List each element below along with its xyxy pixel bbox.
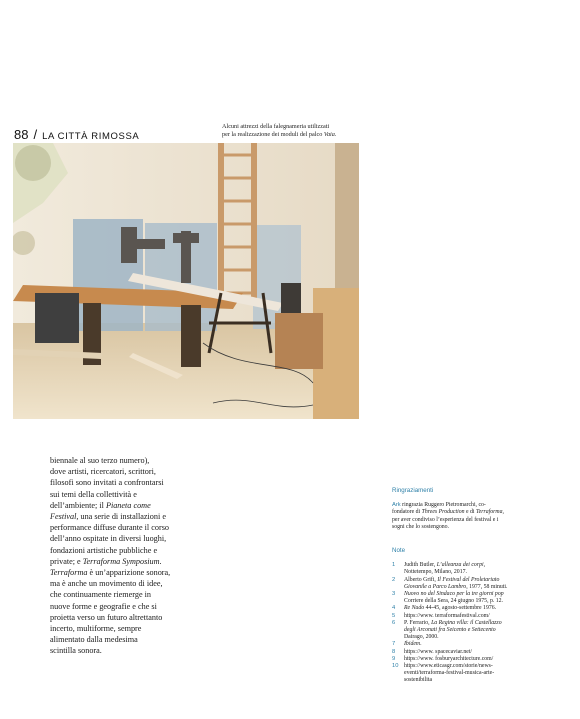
note-number: 2: [392, 576, 396, 583]
body-line: incerto, multiforme, sempre: [50, 624, 142, 634]
ack-text: e di: [464, 509, 476, 516]
caption-text: .: [334, 130, 337, 138]
body-line: biennale al suo terzo numero),: [50, 456, 150, 465]
note-text: [404, 591, 527, 605]
body-text: è un’apparizione sonora,: [87, 568, 171, 578]
note-item: [392, 641, 527, 648]
note-part: , 1977, 58 minuti.: [466, 583, 508, 590]
note-item: [392, 591, 527, 605]
note-number: 7: [392, 641, 396, 648]
note-text: [404, 620, 527, 642]
note-number: 3: [392, 591, 396, 598]
ack-emphasis: Terraforma: [475, 509, 503, 516]
caption-emphasis: Vaia: [323, 130, 335, 138]
note-item: [392, 562, 527, 576]
body-line: scintilla sonora.: [50, 646, 102, 656]
note-emphasis: Nuovo no del Sindaco per la tre giorni pop: [404, 591, 504, 598]
note-part: Judith Butler,: [404, 562, 437, 569]
note-link[interactable]: https://www. spacecaviar.net/: [404, 648, 473, 655]
note-part: https://www.eticasgr.com/storie/news-: [404, 663, 493, 670]
body-text: .: [159, 556, 162, 566]
notes-heading: Note: [392, 547, 406, 555]
caption-line-2: [222, 131, 362, 139]
body-line: [50, 500, 200, 511]
body-line: performance diffuse durante il corso: [50, 523, 169, 533]
body-line: dell’anno ospitate in diversi luoghi,: [50, 534, 167, 544]
body-line: ma è anche un movimento di idee,: [50, 579, 163, 589]
body-line: proietta verso un futuro altrettanto: [50, 612, 163, 622]
body-text: private; e: [50, 556, 83, 566]
workshop-photo: [13, 143, 359, 419]
body-line: nuove forme e geografie e che si: [50, 601, 157, 611]
body-line: [50, 567, 200, 578]
note-item: [392, 656, 527, 663]
ack-line: per aver condiviso l’esperienza del festival e i: [392, 516, 499, 523]
note-part: sostenibilita: [404, 677, 433, 684]
note-emphasis: La Regina villa: il Castellazzo: [431, 619, 502, 626]
note-number: 9: [392, 655, 396, 662]
note-text: [404, 562, 527, 576]
ack-emphasis: Threes Production: [421, 509, 465, 516]
body-line: alimentato dalla medesima: [50, 635, 138, 645]
sidebar-notes: [392, 487, 527, 685]
note-emphasis: Ibidem: [404, 641, 421, 648]
note-item: [392, 620, 527, 642]
note-number: 8: [392, 648, 396, 655]
acknowledgements-text: [392, 502, 527, 531]
page-number: 88: [14, 127, 29, 142]
note-link[interactable]: https://www. terraformafestival.com/: [404, 612, 490, 619]
note-part: ,: [483, 562, 486, 569]
running-header: [14, 127, 139, 142]
note-item: [392, 605, 527, 612]
note-part: eventi/terraforma-festival-musica-arte-: [404, 670, 495, 677]
note-number: 5: [392, 612, 396, 619]
note-number: 4: [392, 605, 396, 612]
note-number: 1: [392, 562, 396, 569]
note-item: [392, 649, 527, 656]
note-number: 6: [392, 619, 396, 626]
note-emphasis: Giovanile a Parco Lambro: [404, 583, 467, 590]
note-emphasis: L’alleanza dei corpi: [436, 562, 484, 569]
note-item: [392, 577, 527, 591]
body-text-column: [50, 455, 200, 657]
body-emphasis: Terraforma: [50, 568, 88, 578]
body-emphasis: Pianeta come: [105, 500, 151, 510]
body-emphasis: Festival: [50, 512, 77, 522]
body-line: sui temi della collettività e: [50, 489, 137, 499]
note-emphasis: degli Arconati fra Seicento e Settecento: [404, 627, 496, 634]
ack-text: fondatore di: [392, 509, 422, 516]
note-text: Ibidem.: [404, 641, 422, 648]
note-emphasis: Re Nudo: [404, 605, 425, 612]
ark-brand: Ark: [392, 502, 401, 509]
note-emphasis: Il Festival del Proletariato: [437, 576, 500, 583]
body-line: fondazioni artistiche pubbliche e: [50, 545, 158, 555]
ack-text: ringrazia Ruggero Pietromarchi, co-: [400, 502, 486, 509]
note-part: P. Ferrario,: [404, 619, 432, 626]
notes-list: [392, 562, 527, 684]
note-number: 10: [392, 663, 399, 670]
note-part: Alberto Grifi,: [404, 576, 438, 583]
body-emphasis: Terraforma Symposium: [82, 556, 160, 566]
caption-text: per la realizzazione dei moduli del palco: [222, 130, 324, 138]
acknowledgements-heading: Ringraziamenti: [392, 487, 434, 494]
note-part: 44-45, agosto-settembre 1976.: [424, 605, 497, 612]
note-link[interactable]: [404, 663, 527, 685]
body-line: [50, 556, 200, 567]
body-text: dell’ambiente; il: [50, 500, 106, 510]
note-item: [392, 613, 527, 620]
workshop-photo-illustration: [13, 143, 359, 419]
body-line: che continuamente riemerge in: [50, 590, 152, 600]
ack-text: ,: [502, 509, 504, 516]
note-text: [404, 577, 527, 591]
note-text: [404, 605, 527, 612]
body-line: filosofi sono invitati a confrontarsi: [50, 478, 164, 488]
body-line: dove artisti, ricercatori, scrittori,: [50, 467, 156, 477]
header-separator: /: [33, 127, 38, 142]
note-item: [392, 663, 527, 685]
note-link[interactable]: https://www. fosburyarchitecture.com/: [404, 655, 494, 662]
ack-line: [392, 509, 527, 516]
body-line: [50, 511, 200, 522]
photo-caption: [222, 123, 362, 138]
caption-line-1: Alcuni attrezzi della falegnameria utilizzati: [222, 123, 330, 130]
ack-line: sogni che lo sostengono.: [392, 523, 449, 530]
note-part: Corriere della Sera, 24 giugno 1975, p. 12.: [404, 598, 504, 605]
running-title: LA CITTÀ RIMOSSA: [42, 131, 140, 142]
note-part: Dairago, 2000.: [404, 634, 439, 641]
note-part: Nottetempo, Milano, 2017.: [404, 569, 467, 576]
body-text: , una serie di installazioni e: [76, 512, 166, 522]
